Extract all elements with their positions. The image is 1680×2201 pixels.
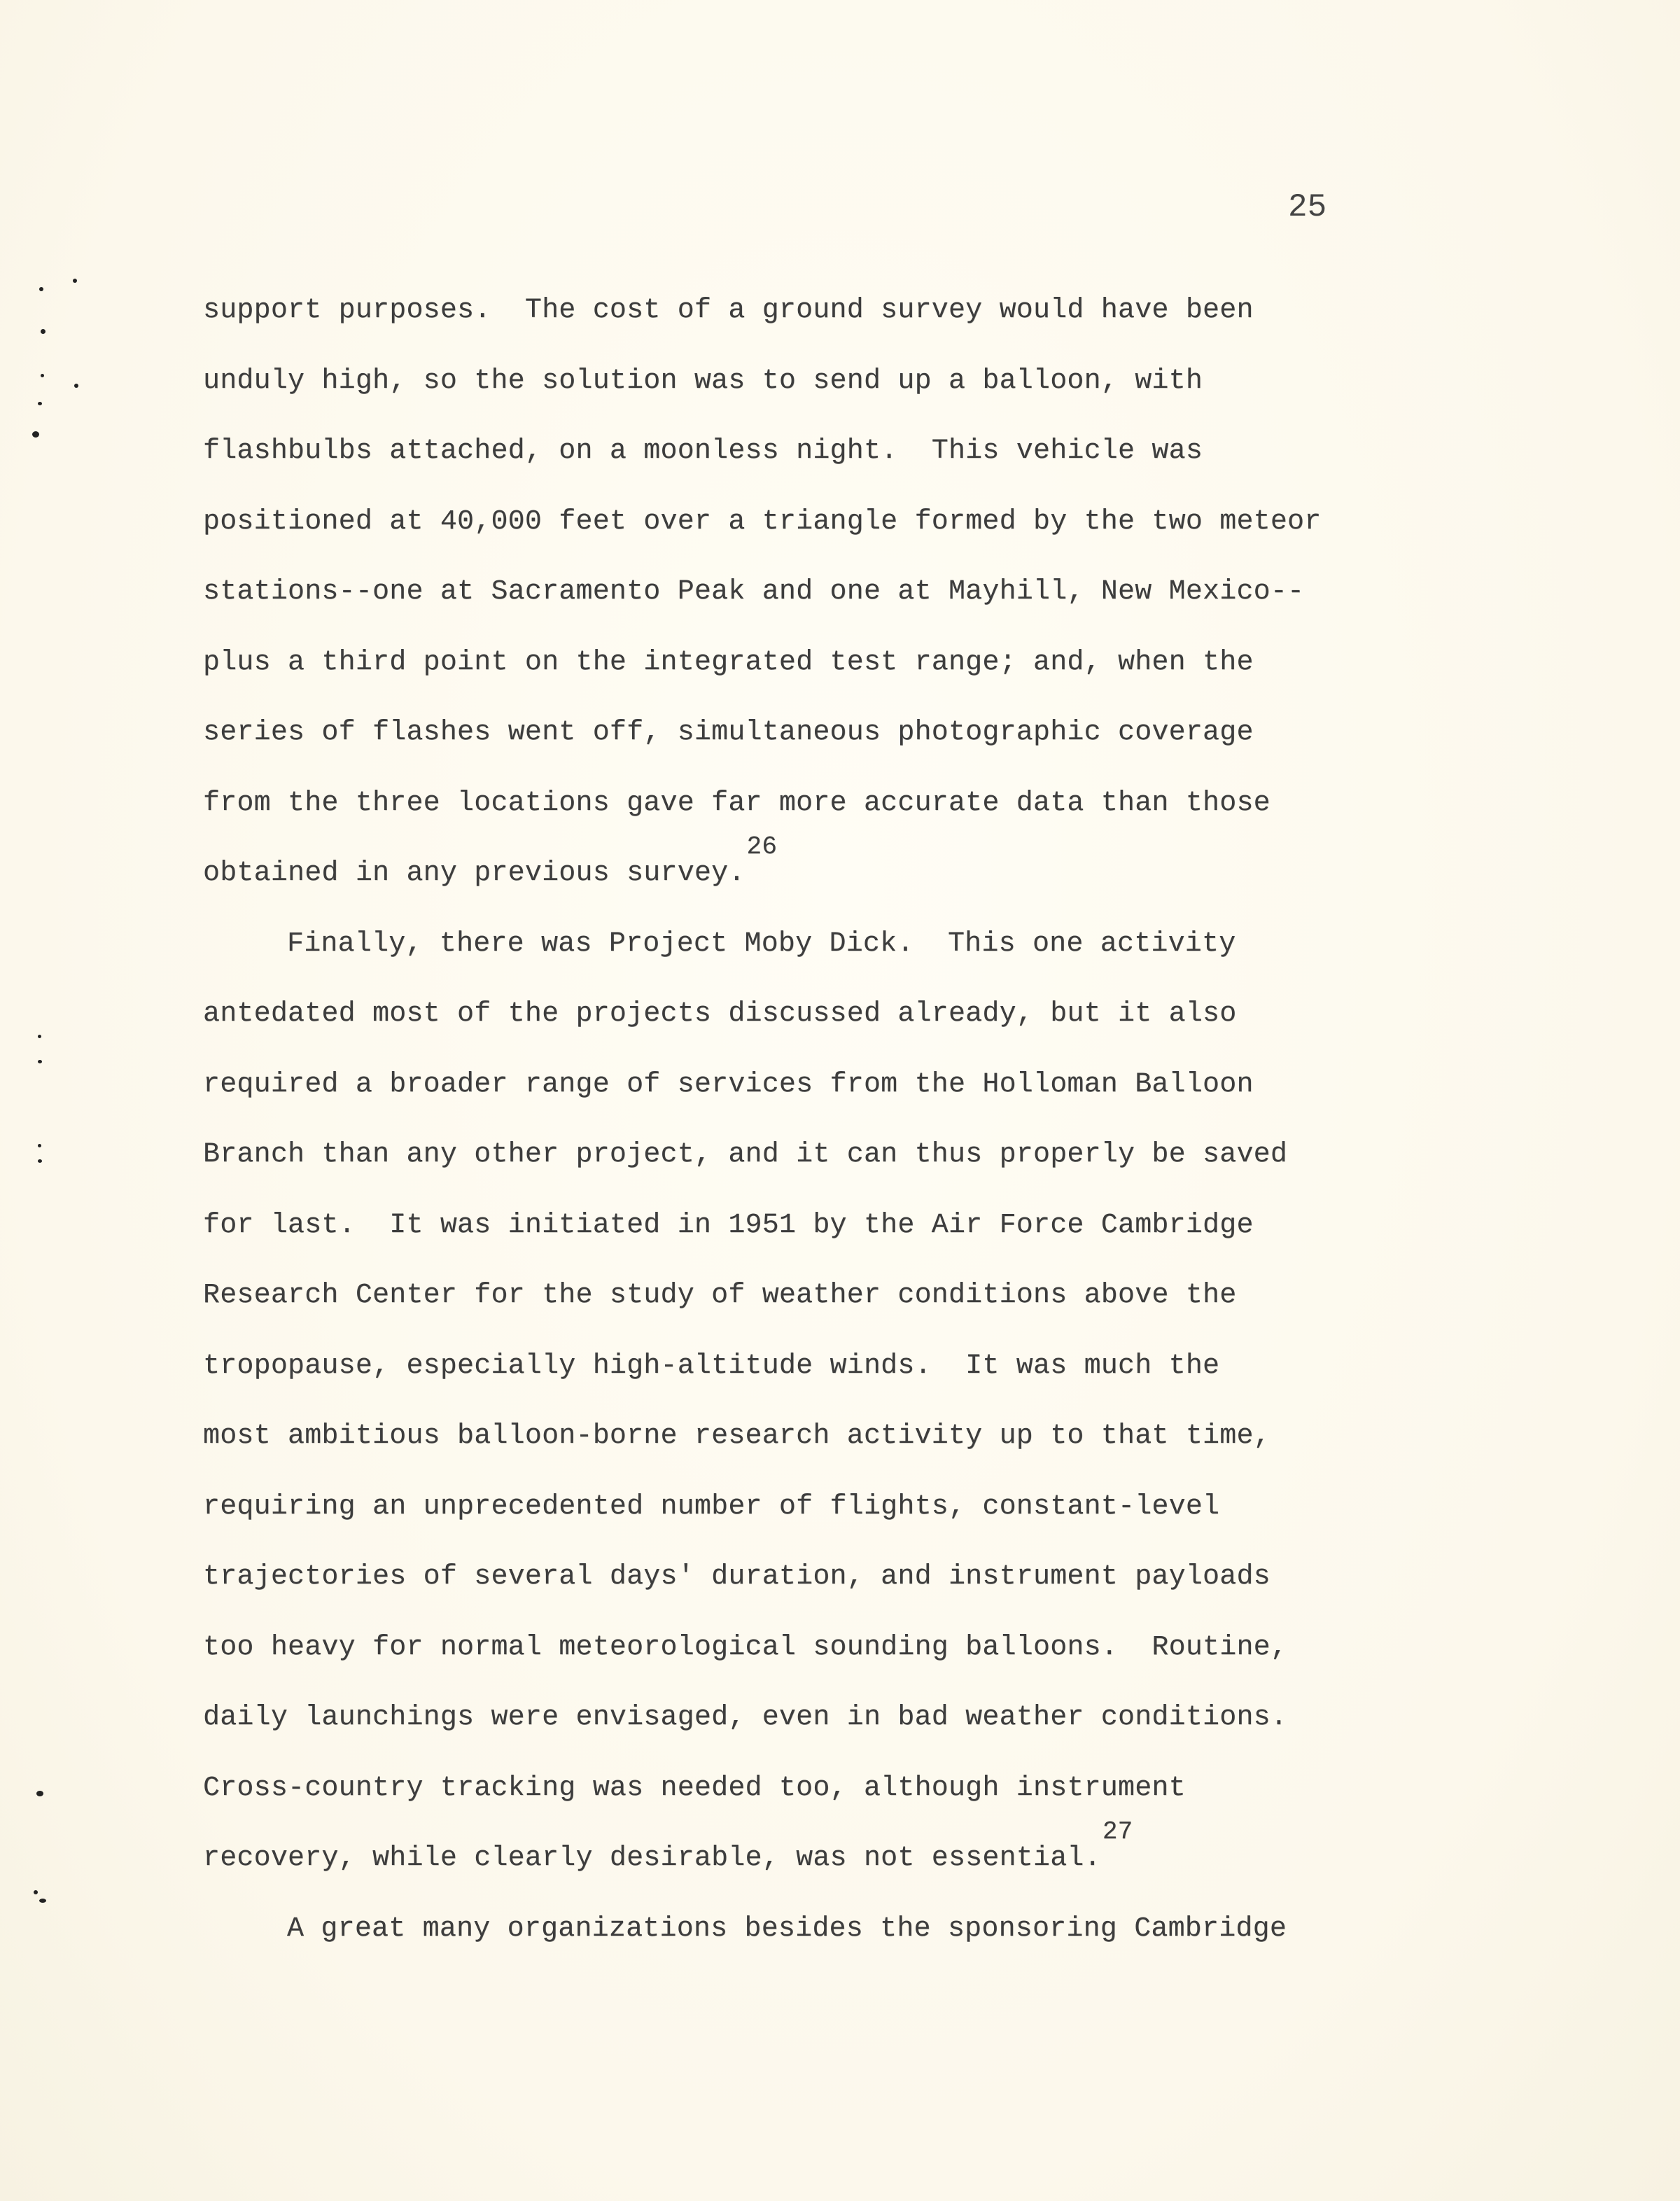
text-line bbox=[203, 500, 1379, 571]
text-line bbox=[203, 1273, 1379, 1344]
line-text: support purposes. The cost of a ground survey would have been bbox=[203, 295, 1254, 326]
line-text: plus a third point on the integrated test range; and, when the bbox=[203, 646, 1254, 678]
margin-speck bbox=[38, 1035, 41, 1038]
line-text: daily launchings were envisaged, even in bad weather conditions. bbox=[203, 1702, 1288, 1733]
line-text: for last. It was initiated in 1951 by the Air Force Cambridge bbox=[203, 1209, 1254, 1241]
line-text: Cross-country tracking was needed too, although instrument bbox=[203, 1772, 1186, 1804]
margin-speck bbox=[38, 1060, 42, 1063]
text-line bbox=[203, 832, 1379, 922]
text-line bbox=[203, 1203, 1379, 1274]
line-text: antedated most of the projects discussed already, but it also bbox=[203, 998, 1237, 1030]
text-line bbox=[203, 359, 1379, 430]
margin-speck bbox=[39, 1899, 46, 1903]
text-line bbox=[203, 992, 1379, 1063]
margin-speck bbox=[73, 279, 77, 283]
text-line bbox=[203, 1555, 1379, 1626]
text-line bbox=[203, 922, 1379, 993]
line-text: tropopause, especially high-altitude winds. It was much the bbox=[203, 1350, 1220, 1382]
text-line bbox=[203, 1063, 1379, 1133]
text-line bbox=[203, 641, 1379, 711]
line-text: from the three locations gave far more accurate data than those bbox=[203, 787, 1270, 819]
margin-speck bbox=[36, 1791, 43, 1796]
footnote-marker: 27 bbox=[1102, 1817, 1133, 1846]
text-line bbox=[203, 711, 1379, 781]
margin-speck bbox=[74, 384, 78, 388]
margin-speck bbox=[38, 402, 42, 405]
line-text: requiring an unprecedented number of flights, constant-level bbox=[203, 1490, 1220, 1523]
line-text: too heavy for normal meteorological sounding balloons. Routine, bbox=[203, 1631, 1288, 1663]
text-line bbox=[203, 1626, 1379, 1696]
line-text: trajectories of several days' duration, and instrument payloads bbox=[203, 1561, 1270, 1593]
footnote-marker: 26 bbox=[746, 832, 778, 861]
margin-speck bbox=[41, 374, 44, 377]
line-text: flashbulbs attached, on a moonless night. This vehicle was bbox=[203, 435, 1203, 467]
page-number: 25 bbox=[1288, 189, 1327, 225]
margin-speck bbox=[39, 287, 43, 291]
text-line bbox=[203, 1696, 1379, 1766]
text-line bbox=[203, 781, 1379, 852]
text-line bbox=[203, 1133, 1379, 1203]
margin-speck bbox=[38, 1144, 41, 1147]
text-line bbox=[203, 288, 1379, 359]
text-line bbox=[203, 1485, 1379, 1556]
line-text: Research Center for the study of weather conditions above the bbox=[203, 1280, 1237, 1311]
text-line bbox=[203, 1907, 1379, 1978]
text-line bbox=[203, 1766, 1379, 1837]
line-text: Branch than any other project, and it can thus properly be saved bbox=[203, 1139, 1288, 1171]
text-line bbox=[203, 1414, 1379, 1485]
line-text: positioned at 40,000 feet over a triangle formed by the two meteor bbox=[203, 505, 1322, 538]
text-line bbox=[203, 1344, 1379, 1415]
line-text: recovery, while clearly desirable, was not essential. bbox=[203, 1843, 1101, 1874]
margin-speck bbox=[34, 1890, 38, 1894]
line-text: series of flashes went off, simultaneous photographic coverage bbox=[203, 717, 1254, 748]
line-text: stations--one at Sacramento Peak and one at Mayhill, New Mexico-- bbox=[203, 576, 1305, 608]
line-text: unduly high, so the solution was to send up a balloon, with bbox=[203, 365, 1203, 397]
text-line bbox=[203, 570, 1379, 641]
line-text: required a broader range of services from the Holloman Balloon bbox=[203, 1068, 1254, 1100]
margin-speck bbox=[41, 329, 46, 334]
text-line bbox=[203, 429, 1379, 500]
margin-speck bbox=[32, 431, 39, 438]
line-text: most ambitious balloon-borne research activity up to that time, bbox=[203, 1420, 1270, 1452]
margin-speck bbox=[38, 1159, 42, 1163]
text-line bbox=[203, 1817, 1379, 1907]
body-text bbox=[203, 288, 1379, 1977]
line-text: Finally, there was Project Moby Dick. This one activity bbox=[287, 928, 1236, 960]
line-text: A great many organizations besides the sponsoring Cambridge bbox=[287, 1913, 1287, 1945]
line-text: obtained in any previous survey. bbox=[203, 858, 746, 889]
